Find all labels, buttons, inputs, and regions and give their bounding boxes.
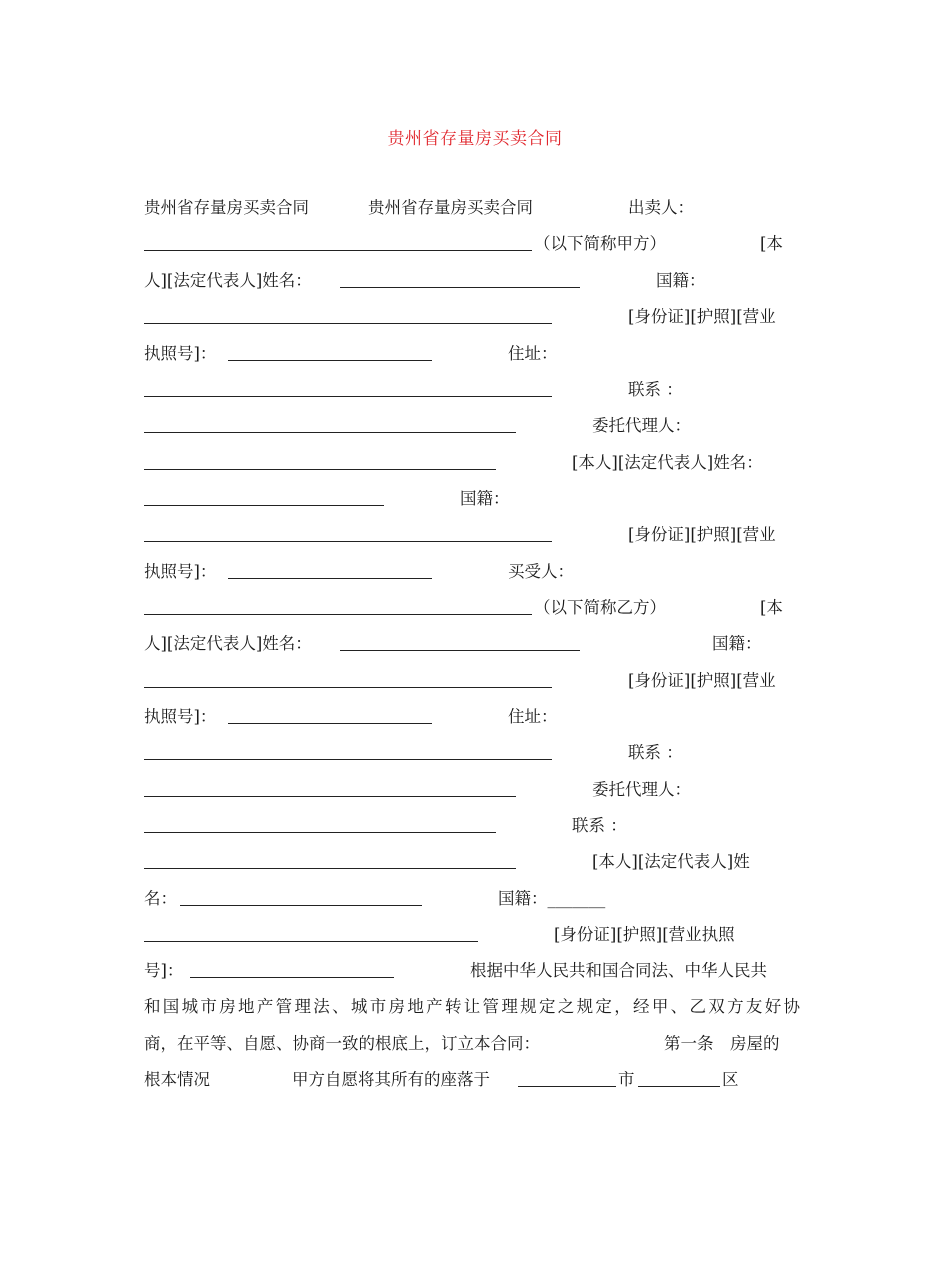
- city-blank[interactable]: [518, 1086, 616, 1087]
- line-21: [144, 921, 804, 949]
- buyer-alias: （以下简称乙方）: [534, 598, 666, 617]
- id-types-label: [身份证][护照][营业: [628, 307, 776, 326]
- contact-blank[interactable]: [144, 796, 516, 797]
- line-6: [144, 376, 804, 404]
- nationality-label: 国籍：: [712, 634, 762, 653]
- id-types-label: [身份证][护照][营业: [628, 671, 776, 690]
- line-22: [144, 957, 804, 985]
- line-17: [144, 776, 804, 804]
- law-text-3: 商，在平等、自愿、协商一致的根底上，订立本合同：: [144, 1034, 540, 1053]
- line-16: [144, 739, 804, 767]
- repeat-title: 贵州省存量房买卖合同: [144, 198, 309, 217]
- id-types-label: [身份证][护照][营业执照: [554, 925, 735, 944]
- address-label: 住址：: [508, 344, 558, 363]
- id-number-label: 执照号]：: [144, 562, 217, 581]
- line-18: [144, 812, 804, 840]
- name-blank[interactable]: [180, 905, 422, 906]
- line-5: [144, 340, 804, 368]
- agent-name-label: [本人][法定代表人]姓名：: [572, 453, 763, 472]
- nationality-label: 国籍：: [656, 271, 706, 290]
- name-blank[interactable]: [340, 650, 580, 651]
- line-9: [144, 485, 804, 513]
- document-title: 贵州省存量房买卖合同: [387, 129, 563, 149]
- nationality-label: 国籍：: [460, 489, 510, 508]
- name-tail: 名：: [144, 889, 177, 908]
- line-7: [144, 412, 804, 440]
- basic-info-label: 根本情况: [144, 1070, 210, 1089]
- line-8: [144, 449, 804, 477]
- article-1-heading: 第一条 房屋的: [664, 1034, 780, 1053]
- agent-blank[interactable]: [144, 469, 496, 470]
- line-2: [144, 230, 804, 258]
- line-24: [144, 1030, 804, 1058]
- line-1: [144, 194, 804, 222]
- id-number-blank[interactable]: [228, 578, 432, 579]
- agent-name-label: [本人][法定代表人]姓: [592, 852, 750, 871]
- contact-label: 联系 ：: [628, 380, 683, 399]
- address-blank[interactable]: [144, 396, 552, 397]
- line-20: [144, 885, 804, 913]
- location-text: 甲方自愿将其所有的座落于: [292, 1070, 490, 1089]
- buyer-name-blank[interactable]: [144, 614, 532, 615]
- contact-blank[interactable]: [144, 432, 516, 433]
- agent-name-blank[interactable]: [144, 505, 384, 506]
- name-label: 人][法定代表人]姓名：: [144, 271, 312, 290]
- district-blank[interactable]: [638, 1086, 720, 1087]
- id-number-label: 执照号]：: [144, 707, 217, 726]
- name-label: 人][法定代表人]姓名：: [144, 634, 312, 653]
- address-blank[interactable]: [144, 759, 552, 760]
- id-tail: 号]：: [144, 961, 184, 980]
- line-25: [144, 1066, 804, 1094]
- id-bracket-start: [本: [760, 598, 783, 617]
- nationality-label: 国籍：_______: [498, 889, 606, 908]
- agent-label: 委托代理人：: [592, 780, 691, 799]
- district-label: 区: [722, 1070, 739, 1089]
- line-14: [144, 667, 804, 695]
- id-bracket-start: [本: [760, 234, 783, 253]
- agent-blank[interactable]: [144, 832, 496, 833]
- nationality-blank[interactable]: [144, 323, 552, 324]
- id-number-blank[interactable]: [228, 360, 432, 361]
- id-types-label: [身份证][护照][营业: [628, 525, 776, 544]
- buyer-label: 买受人：: [508, 562, 574, 581]
- id-number-blank[interactable]: [190, 977, 394, 978]
- line-3: [144, 267, 804, 295]
- line-13: [144, 630, 804, 658]
- nationality-blank[interactable]: [144, 687, 552, 688]
- nationality-blank[interactable]: [144, 541, 552, 542]
- id-number-blank[interactable]: [228, 723, 432, 724]
- seller-label: 出卖人：: [628, 198, 694, 217]
- law-text-1: 根据中华人民共和国合同法、中华人民共: [470, 961, 767, 980]
- id-number-label: 执照号]：: [144, 344, 217, 363]
- agent-contact-blank[interactable]: [144, 868, 516, 869]
- nationality-blank[interactable]: [144, 941, 478, 942]
- line-19: [144, 848, 804, 876]
- seller-alias: （以下简称甲方）: [534, 234, 666, 253]
- law-text-2: 和国城市房地产管理法、城市房地产转让管理规定之规定，经甲、乙双方友好协: [144, 997, 800, 1016]
- contact-label: 联系 ：: [572, 816, 627, 835]
- city-label: 市: [618, 1070, 635, 1089]
- seller-name-blank[interactable]: [144, 250, 532, 251]
- line-15: [144, 703, 804, 731]
- line-11: [144, 558, 804, 586]
- name-blank[interactable]: [340, 287, 580, 288]
- repeat-title: 贵州省存量房买卖合同: [368, 198, 533, 217]
- line-4: [144, 303, 804, 331]
- agent-label: 委托代理人：: [592, 416, 691, 435]
- address-label: 住址：: [508, 707, 558, 726]
- line-12: [144, 594, 804, 622]
- line-10: [144, 521, 804, 549]
- contact-label: 联系 ：: [628, 743, 683, 762]
